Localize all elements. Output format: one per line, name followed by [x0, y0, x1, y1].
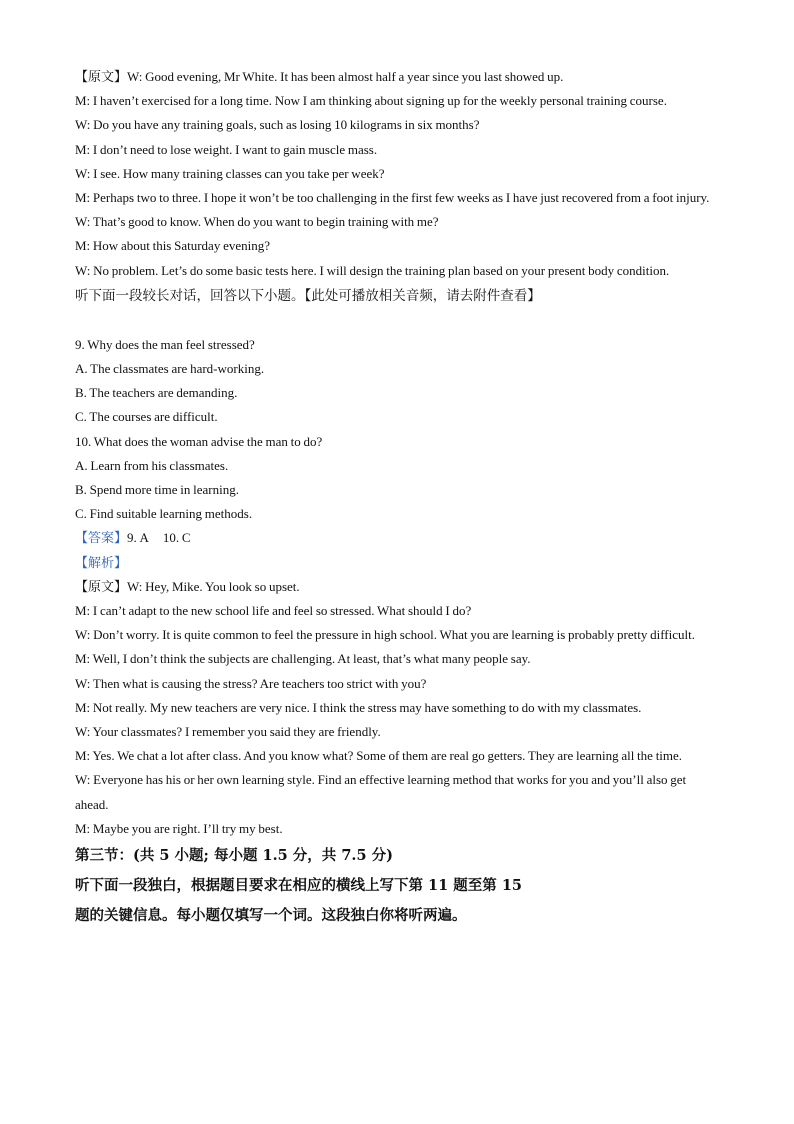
analysis-label: 【解析】 [75, 554, 128, 570]
transcript-1-line-7: W: That’s good to know. When do you want to begin training with me? [75, 214, 439, 230]
transcript-1-line-9: W: No problem. Let’s do some basic tests here. I will design the training plan based on your present body condition. [75, 262, 670, 278]
question-10-option-c: C. Find suitable learning methods. [75, 506, 253, 522]
transcript-1-line-3: W: Do you have any training goals, such as losing 10 kilograms in six months? [75, 117, 480, 133]
transcript-2-line-7: W: Your classmates? I remember you said they are friendly. [75, 724, 381, 740]
part3-instruction-line-2: 题的关键信息。每小题仅填写一个词。这段独白你将听两遍。 [75, 907, 467, 925]
transcript-2-line-4: M: Well, I don’t think the subjects are challenging. At least, that’s what many people say. [75, 651, 531, 667]
part3-heading: 第三节：(共 5 小题; 每小题 1.5 分，共 7.5 分) [75, 847, 393, 865]
question-9-option-a: A. The classmates are hard-working. [75, 361, 265, 377]
question-9-stem: 9. Why does the man feel stressed? [75, 336, 255, 352]
answer-label: 【答案】 [75, 530, 128, 546]
question-10-option-b: B. Spend more time in learning. [75, 482, 239, 498]
question-9-option-b: B. The teachers are demanding. [75, 385, 238, 401]
transcript-2-line-8: M: Yes. We chat a lot after class. And you know what? Some of them are real go getters. They are learning all the time. [75, 748, 683, 764]
document-page [75, 65, 715, 931]
answer-line [75, 526, 715, 550]
transcript-2-line-3: W: Don’t worry. It is quite common to feel the pressure in high school. What you are learning is probably pretty difficult. [75, 627, 695, 643]
question-10-option-a: A. Learn from his classmates. [75, 457, 229, 473]
transcript-1-line-2: M: I haven’t exercised for a long time. Now I am thinking about signing up for the weekly personal training course. [75, 93, 667, 109]
transcript-tag: 【原文】 [75, 69, 128, 84]
spacer [75, 309, 715, 333]
transcript-1-line-4: M: I don’t need to lose weight. I want to gain muscle mass. [75, 141, 378, 157]
transcript-1-line-1: 【原文】W: Good evening, Mr White. It has been almost half a year since you last showed up. [75, 69, 564, 84]
transcript-2-line-5: W: Then what is causing the stress? Are teachers too strict with you? [75, 675, 427, 691]
transcript-tag: 【原文】 [75, 578, 128, 594]
transcript-2-line-10: M: Maybe you are right. I’ll try my best. [75, 820, 283, 836]
transcript-1-line-8: M: How about this Saturday evening? [75, 238, 270, 254]
transcript-2-line-9: W: Everyone has his or her own learning style. Find an effective learning method that works for you and you’ll also get ahead. [75, 772, 687, 812]
transcript-1-line-5: W: I see. How many training classes can you take per week? [75, 165, 385, 181]
answer-q9: 9. A [127, 530, 149, 546]
transcript-1-line-6: M: Perhaps two to three. I hope it won’t be too challenging in the first few weeks as I have just recovered from a foot injury. [75, 190, 710, 206]
transcript-2-line-6: M: Not really. My new teachers are very nice. I think the stress may have something to do with my classmates. [75, 699, 642, 715]
answer-q10: 10. C [162, 530, 191, 546]
part3-instruction-line-1: 听下面一段独白，根据题目要求在相应的横线上写下第 11 题至第 15 [75, 877, 522, 895]
listening-instruction: 听下面一段较长对话，回答以下小题。【此处可播放相关音频，请去附件查看】 [75, 287, 541, 304]
question-9-option-c: C. The courses are difficult. [75, 409, 218, 425]
transcript-2-line-1: 【原文】W: Hey, Mike. You look so upset. [75, 578, 300, 594]
question-10-stem: 10. What does the woman advise the man to do? [75, 433, 323, 449]
transcript-2-line-2: M: I can’t adapt to the new school life and feel so stressed. What should I do? [75, 603, 472, 619]
